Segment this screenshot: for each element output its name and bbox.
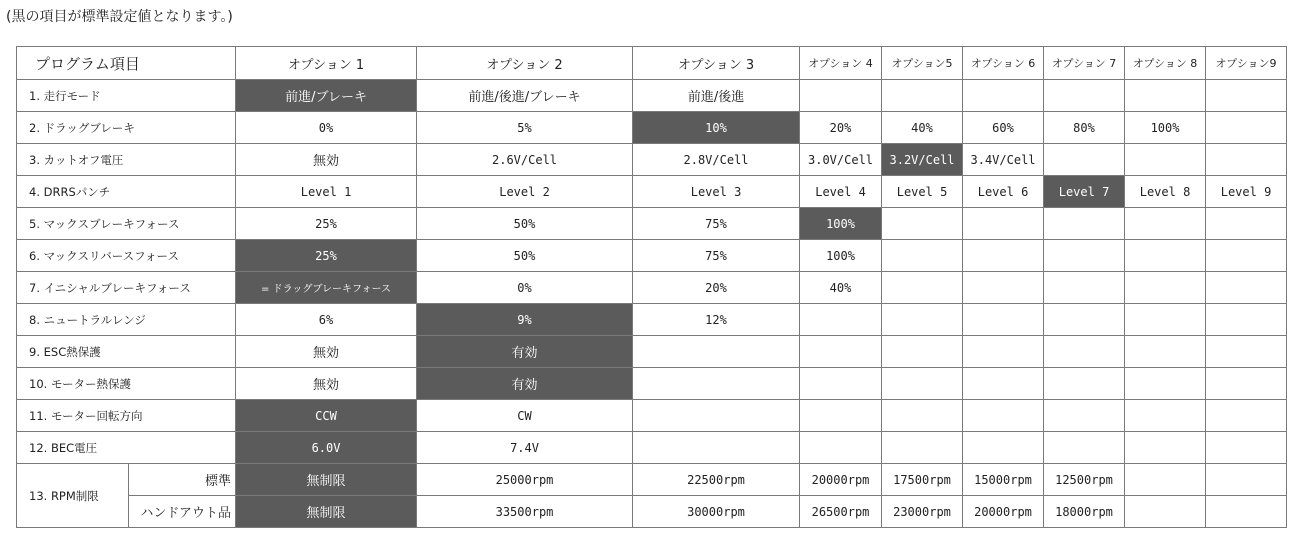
- option-cell: [1125, 144, 1206, 176]
- option-cell: 2.6V/Cell: [417, 144, 633, 176]
- option-cell: [633, 336, 800, 368]
- row-label: 2. ドラッグブレーキ: [17, 112, 236, 144]
- option-cell: [1125, 304, 1206, 336]
- option-cell: 9%: [417, 304, 633, 336]
- option-cell: 100%: [800, 208, 882, 240]
- option-cell: 10%: [633, 112, 800, 144]
- option-cell: 0%: [236, 112, 417, 144]
- row-label: 8. ニュートラルレンジ: [17, 304, 236, 336]
- rpm-sub-label: ハンドアウト品: [129, 496, 236, 528]
- option-cell: [1125, 432, 1206, 464]
- option-cell: [1206, 336, 1287, 368]
- option-cell: [1125, 496, 1206, 528]
- option-cell: [1125, 368, 1206, 400]
- option-cell: Level 3: [633, 176, 800, 208]
- option-cell: [1206, 464, 1287, 496]
- option-cell: 40%: [882, 112, 963, 144]
- option-cell: 3.2V/Cell: [882, 144, 963, 176]
- option-cell: 75%: [633, 208, 800, 240]
- option-cell: 前進/ブレーキ: [236, 80, 417, 112]
- header-option-6: オプション 6: [963, 47, 1044, 80]
- option-cell: 無効: [236, 336, 417, 368]
- option-cell: [1125, 400, 1206, 432]
- option-cell: [963, 304, 1044, 336]
- option-cell: [1044, 304, 1125, 336]
- option-cell: [800, 432, 882, 464]
- option-cell: [1206, 432, 1287, 464]
- option-cell: 7.4V: [417, 432, 633, 464]
- option-cell: [800, 304, 882, 336]
- header-option-7: オプション 7: [1044, 47, 1125, 80]
- header-option-1: オプション 1: [236, 47, 417, 80]
- option-cell: [882, 336, 963, 368]
- option-cell: [633, 368, 800, 400]
- row-label: 6. マックスリバースフォース: [17, 240, 236, 272]
- row-label: 9. ESC熱保護: [17, 336, 236, 368]
- option-cell: 3.4V/Cell: [963, 144, 1044, 176]
- option-cell: 40%: [800, 272, 882, 304]
- option-cell: [963, 208, 1044, 240]
- option-cell: [1044, 240, 1125, 272]
- option-cell: [882, 304, 963, 336]
- option-cell: [1125, 272, 1206, 304]
- option-cell: [800, 368, 882, 400]
- header-option-3: オプション 3: [633, 47, 800, 80]
- table-row: [17, 144, 1287, 176]
- option-cell: 無制限: [236, 464, 417, 496]
- option-cell: = ドラッグブレーキフォース: [236, 272, 417, 304]
- option-cell: 33500rpm: [417, 496, 633, 528]
- option-cell: 50%: [417, 208, 633, 240]
- option-cell: [1044, 208, 1125, 240]
- option-cell: [963, 80, 1044, 112]
- table-row: [17, 336, 1287, 368]
- settings-table: [16, 46, 1287, 528]
- option-cell: [882, 400, 963, 432]
- note-text: (黒の項目が標準設定値となります。): [6, 9, 233, 25]
- option-cell: [1206, 144, 1287, 176]
- option-cell: [1044, 432, 1125, 464]
- option-cell: [633, 432, 800, 464]
- option-cell: Level 5: [882, 176, 963, 208]
- option-cell: 2.8V/Cell: [633, 144, 800, 176]
- option-cell: 有効: [417, 368, 633, 400]
- option-cell: [800, 80, 882, 112]
- option-cell: 60%: [963, 112, 1044, 144]
- row-label: 11. モーター回転方向: [17, 400, 236, 432]
- row-label: 4. DRRSパンチ: [17, 176, 236, 208]
- option-cell: Level 1: [236, 176, 417, 208]
- option-cell: [882, 368, 963, 400]
- option-cell: [1206, 368, 1287, 400]
- option-cell: [1206, 400, 1287, 432]
- table-row: [17, 112, 1287, 144]
- option-cell: 30000rpm: [633, 496, 800, 528]
- table-row: [17, 272, 1287, 304]
- option-cell: [963, 368, 1044, 400]
- option-cell: 20000rpm: [800, 464, 882, 496]
- option-cell: Level 9: [1206, 176, 1287, 208]
- option-cell: [882, 208, 963, 240]
- option-cell: [882, 80, 963, 112]
- table-row: [17, 176, 1287, 208]
- option-cell: [963, 272, 1044, 304]
- option-cell: Level 6: [963, 176, 1044, 208]
- option-cell: [1125, 80, 1206, 112]
- header-option-4: オプション 4: [800, 47, 882, 80]
- option-cell: [633, 400, 800, 432]
- table-row: [17, 304, 1287, 336]
- option-cell: 100%: [1125, 112, 1206, 144]
- option-cell: CCW: [236, 400, 417, 432]
- option-cell: [1206, 80, 1287, 112]
- header-option-8: オプション 8: [1125, 47, 1206, 80]
- option-cell: [963, 336, 1044, 368]
- option-cell: Level 7: [1044, 176, 1125, 208]
- option-cell: [800, 400, 882, 432]
- option-cell: 20%: [800, 112, 882, 144]
- option-cell: CW: [417, 400, 633, 432]
- option-cell: [1206, 304, 1287, 336]
- option-cell: 6.0V: [236, 432, 417, 464]
- header-option-5: オプション5: [882, 47, 963, 80]
- rpm-sub-label: 標準: [129, 464, 236, 496]
- table-row: [17, 240, 1287, 272]
- option-cell: 25000rpm: [417, 464, 633, 496]
- option-cell: [800, 336, 882, 368]
- option-cell: 0%: [417, 272, 633, 304]
- row-label: 3. カットオフ電圧: [17, 144, 236, 176]
- option-cell: [1044, 80, 1125, 112]
- row-label: 1. 走行モード: [17, 80, 236, 112]
- option-cell: [1206, 496, 1287, 528]
- header-option-9: オプション9: [1206, 47, 1287, 80]
- option-cell: [882, 272, 963, 304]
- option-cell: [1044, 144, 1125, 176]
- option-cell: 有効: [417, 336, 633, 368]
- option-cell: Level 8: [1125, 176, 1206, 208]
- option-cell: [1044, 368, 1125, 400]
- table-row: [17, 80, 1287, 112]
- row-label: 7. イニシャルブレーキフォース: [17, 272, 236, 304]
- option-cell: [1125, 240, 1206, 272]
- option-cell: 26500rpm: [800, 496, 882, 528]
- option-cell: 25%: [236, 240, 417, 272]
- option-cell: Level 2: [417, 176, 633, 208]
- option-cell: 18000rpm: [1044, 496, 1125, 528]
- option-cell: [1125, 208, 1206, 240]
- option-cell: [1206, 112, 1287, 144]
- table-row: [17, 368, 1287, 400]
- option-cell: [1044, 336, 1125, 368]
- option-cell: 5%: [417, 112, 633, 144]
- option-cell: 100%: [800, 240, 882, 272]
- header-item: プログラム項目: [17, 47, 236, 80]
- option-cell: [963, 432, 1044, 464]
- option-cell: [963, 240, 1044, 272]
- option-cell: 80%: [1044, 112, 1125, 144]
- option-cell: 22500rpm: [633, 464, 800, 496]
- row-label: 10. モーター熱保護: [17, 368, 236, 400]
- option-cell: 17500rpm: [882, 464, 963, 496]
- rpm-label: 13. RPM制限: [17, 464, 129, 528]
- option-cell: 75%: [633, 240, 800, 272]
- header-option-2: オプション 2: [417, 47, 633, 80]
- option-cell: 20%: [633, 272, 800, 304]
- row-label: 5. マックスブレーキフォース: [17, 208, 236, 240]
- option-cell: 3.0V/Cell: [800, 144, 882, 176]
- header-row: [17, 47, 1287, 80]
- rpm-row: [17, 464, 1287, 496]
- option-cell: 6%: [236, 304, 417, 336]
- option-cell: [1206, 272, 1287, 304]
- option-cell: 無効: [236, 144, 417, 176]
- option-cell: [882, 240, 963, 272]
- table-row: [17, 208, 1287, 240]
- option-cell: [963, 400, 1044, 432]
- table-row: [17, 432, 1287, 464]
- option-cell: 無効: [236, 368, 417, 400]
- table-row: [17, 400, 1287, 432]
- option-cell: 前進/後進/ブレーキ: [417, 80, 633, 112]
- option-cell: [1125, 336, 1206, 368]
- option-cell: [1206, 208, 1287, 240]
- option-cell: Level 4: [800, 176, 882, 208]
- option-cell: 23000rpm: [882, 496, 963, 528]
- option-cell: 12500rpm: [1044, 464, 1125, 496]
- option-cell: 15000rpm: [963, 464, 1044, 496]
- option-cell: 20000rpm: [963, 496, 1044, 528]
- rpm-row: [17, 496, 1287, 528]
- option-cell: [1125, 464, 1206, 496]
- option-cell: 25%: [236, 208, 417, 240]
- option-cell: [1044, 272, 1125, 304]
- row-label: 12. BEC電圧: [17, 432, 236, 464]
- option-cell: 50%: [417, 240, 633, 272]
- option-cell: [1044, 400, 1125, 432]
- option-cell: [1206, 240, 1287, 272]
- option-cell: 12%: [633, 304, 800, 336]
- option-cell: 無制限: [236, 496, 417, 528]
- option-cell: 前進/後進: [633, 80, 800, 112]
- option-cell: [882, 432, 963, 464]
